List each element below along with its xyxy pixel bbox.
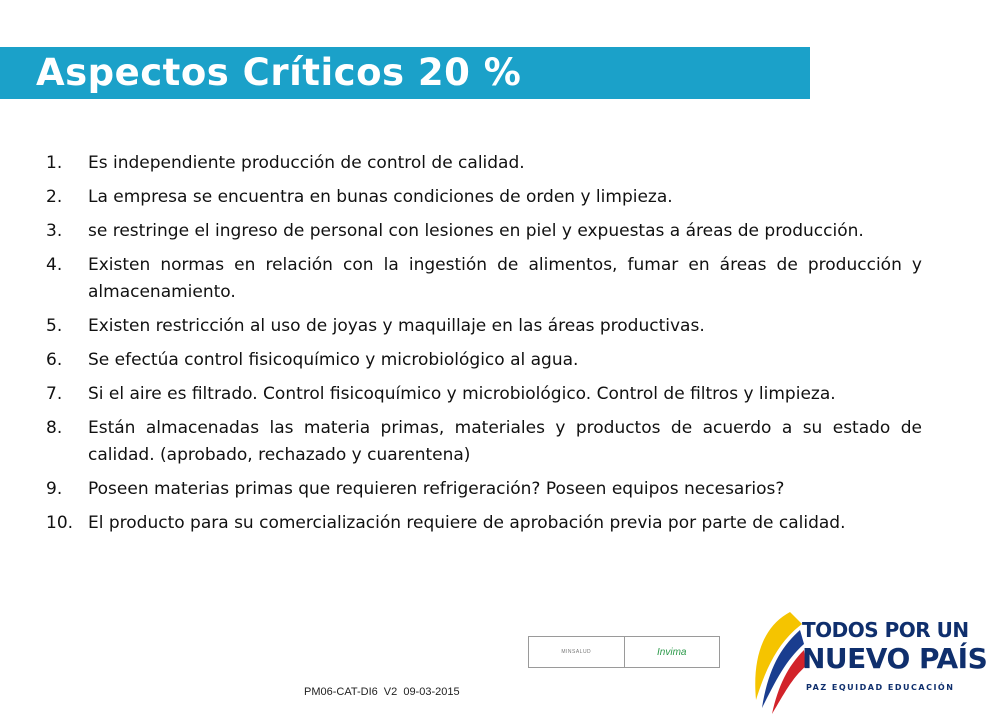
list-item <box>46 415 922 469</box>
item-text: Existen normas en relación con la ingestión de alimentos, fumar en áreas de producción y almacenamiento. <box>88 255 922 302</box>
invima-logo <box>624 637 720 667</box>
brand-tagline: PAZ EQUIDAD EDUCACIÓN <box>806 683 955 692</box>
todos-por-un-nuevo-pais-logo <box>746 608 987 716</box>
invima-logo-text: Invima <box>657 646 687 658</box>
list-item <box>46 510 922 537</box>
brand-line-1: TODOS POR UN <box>802 618 969 642</box>
item-number: 7. <box>46 384 63 404</box>
item-number: 4. <box>46 255 63 275</box>
colombia-flag-swoosh-icon <box>746 608 806 716</box>
item-number: 6. <box>46 350 63 370</box>
list-item <box>46 184 922 211</box>
item-number: 5. <box>46 316 63 336</box>
list-item <box>46 347 922 374</box>
item-text: Si el aire es filtrado. Control fisicoquímico y microbiológico. Control de filtros y limpieza. <box>88 384 836 404</box>
item-text: Es independiente producción de control de calidad. <box>88 153 525 173</box>
minsalud-logo-text: MINSALUD <box>561 649 592 655</box>
brand-line-2: NUEVO PAÍS <box>802 642 987 675</box>
list-item <box>46 150 922 177</box>
item-text: La empresa se encuentra en bunas condiciones de orden y limpieza. <box>88 187 673 207</box>
slide-title: Aspectos Críticos 20 % <box>36 51 522 94</box>
critical-aspects-list <box>46 150 922 544</box>
document-code: PM06-CAT-DI6 V2 09-03-2015 <box>304 686 460 698</box>
title-bar <box>0 47 810 99</box>
item-number: 9. <box>46 479 63 499</box>
item-text: Están almacenadas las materia primas, materiales y productos de acuerdo a su estado de calidad. (aprobado, rechazado y cuarentena) <box>88 418 922 465</box>
item-number: 8. <box>46 418 63 438</box>
item-text: Se efectúa control fisicoquímico y microbiológico al agua. <box>88 350 579 370</box>
list-item <box>46 313 922 340</box>
list-item <box>46 252 922 306</box>
item-text: El producto para su comercialización requiere de aprobación previa por parte de calidad. <box>88 513 846 533</box>
item-number: 1. <box>46 153 63 173</box>
item-text: Existen restricción al uso de joyas y maquillaje en las áreas productivas. <box>88 316 705 336</box>
list-item <box>46 218 922 245</box>
list-item <box>46 476 922 503</box>
item-number: 10. <box>46 513 74 533</box>
item-text: se restringe el ingreso de personal con lesiones en piel y expuestas a áreas de producción. <box>88 221 864 241</box>
minsalud-logo <box>529 637 624 667</box>
item-number: 2. <box>46 187 63 207</box>
partner-logos <box>528 636 720 668</box>
list-item <box>46 381 922 408</box>
item-number: 3. <box>46 221 63 241</box>
item-text: Poseen materias primas que requieren refrigeración? Poseen equipos necesarios? <box>88 479 785 499</box>
